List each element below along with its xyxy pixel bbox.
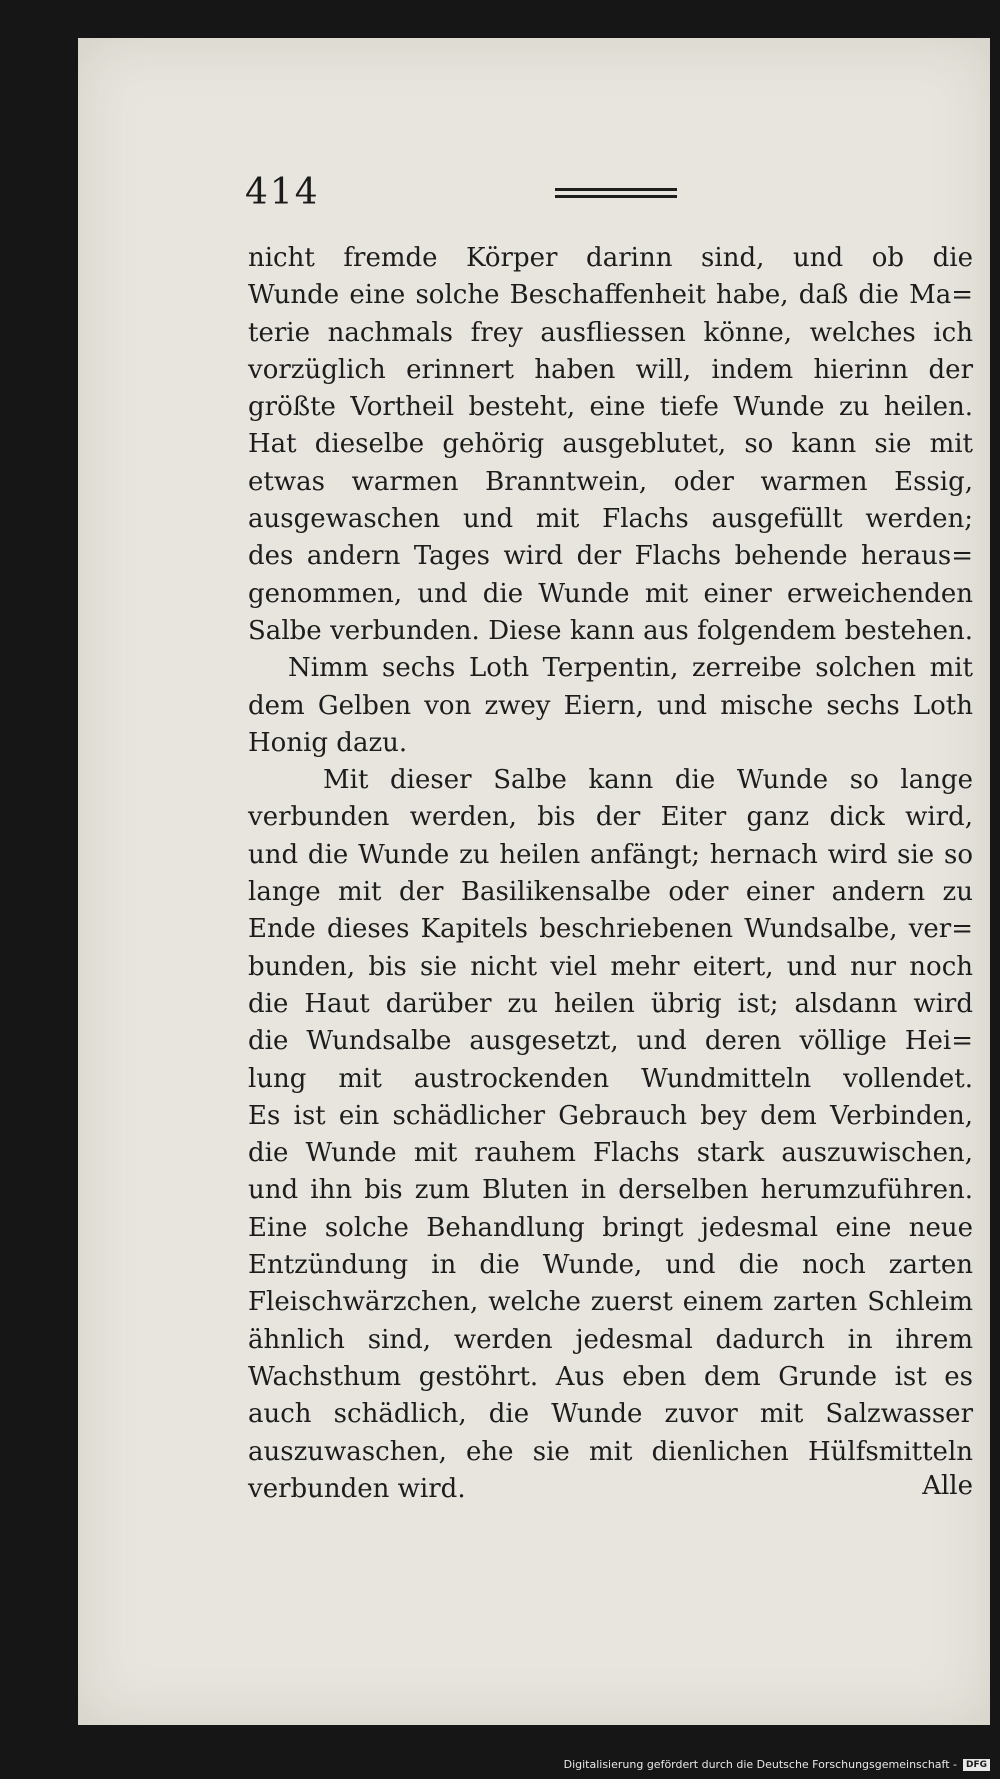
text-line: Nimm sechs Loth Terpentin, zerreibe solchen mit [288, 653, 973, 684]
last-row [248, 1471, 973, 1508]
text-line: verbunden wird. [248, 1473, 466, 1504]
text-line: Hat dieselbe gehörig ausgeblutet, so kann sie mit [248, 429, 973, 460]
body-text [248, 240, 973, 1508]
text-line: die Wunde mit rauhem Flachs stark auszuwischen, [248, 1138, 973, 1169]
credit-text: Digitalisierung gefördert durch die Deutsche Forschungsgemeinschaft - [563, 1758, 957, 1771]
text-line: Wunde eine solche Beschaffenheit habe, daß die Ma= [248, 280, 973, 311]
text-line: Entzündung in die Wunde, und die noch zarten [248, 1250, 973, 1281]
digitization-credit [564, 1758, 990, 1771]
text-line: Eine solche Behandlung bringt jedesmal eine neue [248, 1212, 973, 1243]
text-line: lung mit austrockenden Wundmitteln vollendet. [248, 1063, 973, 1094]
text-line: Es ist ein schädlicher Gebrauch bey dem Verbinden, [248, 1100, 973, 1131]
text-line: Honig dazu. [248, 727, 408, 758]
dfg-logo: DFG [963, 1759, 990, 1771]
text-line: terie nachmals frey ausfliessen könne, welches ich [248, 317, 973, 348]
text-line: Wachsthum gestöhrt. Aus eben dem Grunde ist es [248, 1361, 973, 1392]
text-line: ausgewaschen und mit Flachs ausgefüllt werden; [248, 504, 973, 535]
page-number: 414 [245, 172, 320, 213]
text-line: lange mit der Basilikensalbe oder einer andern zu [248, 877, 973, 908]
text-line: Fleischwärzchen, welche zuerst einem zarten Schleim [248, 1287, 973, 1318]
text-line: und die Wunde zu heilen anfängt; hernach wird sie so [248, 839, 973, 870]
text-line: auch schädlich, die Wunde zuvor mit Salzwasser [248, 1399, 973, 1430]
text-line: nicht fremde Körper darinn sind, und ob die [248, 243, 973, 273]
text-line: genommen, und die Wunde mit einer erweichenden [248, 578, 973, 609]
text-line: ähnlich sind, werden jedesmal dadurch in ihrem [248, 1324, 973, 1355]
text-line: Ende dieses Kapitels beschriebenen Wundsalbe, ver= [248, 914, 973, 945]
text-line: und ihn bis zum Bluten in derselben herumzuführen. [248, 1175, 973, 1206]
text-line: etwas warmen Branntwein, oder warmen Essig, [248, 466, 973, 497]
text-line: Mit dieser Salbe kann die Wunde so lange [323, 765, 973, 796]
text-line: bunden, bis sie nicht viel mehr eitert, und nur noch [248, 951, 973, 982]
text-line: größte Vortheil besteht, eine tiefe Wunde zu heilen. [248, 392, 973, 423]
text-line: auszuwaschen, ehe sie mit dienlichen Hülfsmitteln [248, 1436, 973, 1467]
text-line: die Wundsalbe ausgesetzt, und deren völlige Hei= [248, 1026, 973, 1057]
text-line: Salbe verbunden. Diese kann aus folgendem bestehen. [248, 615, 973, 646]
text-line: des andern Tages wird der Flachs behende heraus= [248, 541, 973, 572]
text-line: vorzüglich erinnert haben will, indem hierinn der [248, 354, 973, 385]
header-rule [555, 188, 677, 202]
catchword: Alle [922, 1470, 973, 1501]
text-line: die Haut darüber zu heilen übrig ist; alsdann wird [248, 988, 973, 1019]
text-line: verbunden werden, bis der Eiter ganz dick wird, [248, 802, 973, 833]
text-line: dem Gelben von zwey Eiern, und mische sechs Loth [248, 690, 973, 721]
